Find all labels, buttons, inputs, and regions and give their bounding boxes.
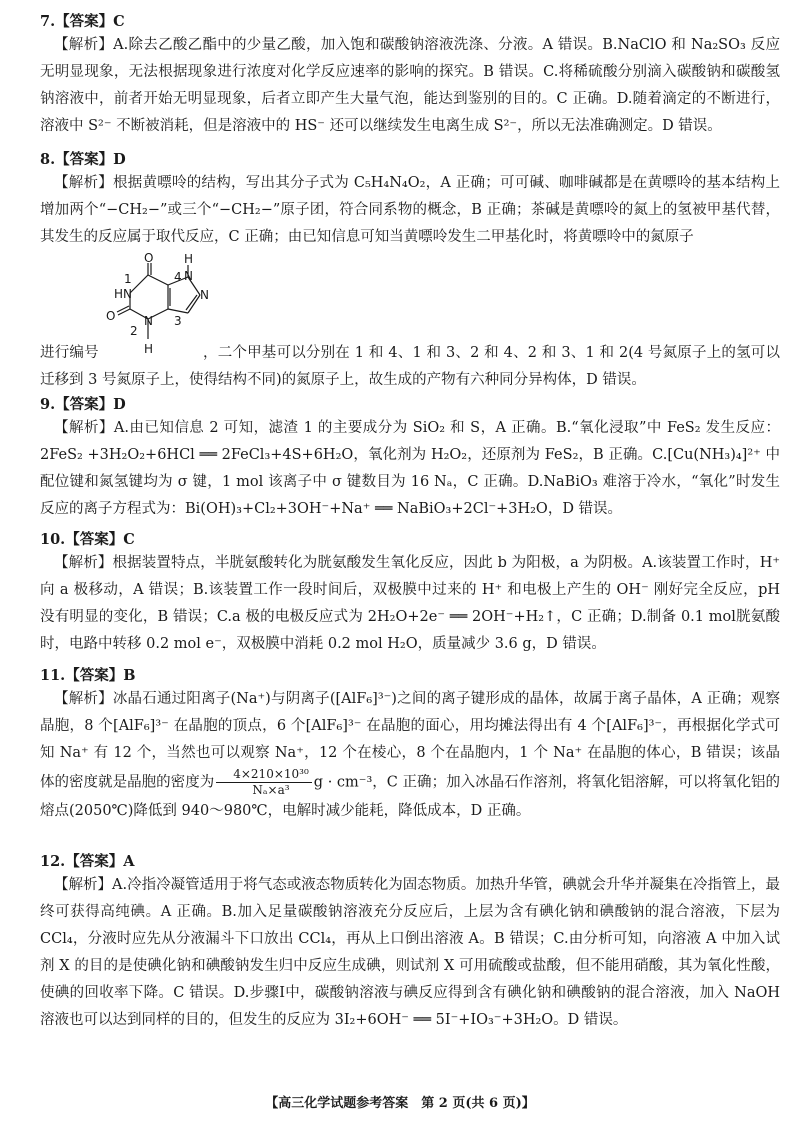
answer-11: 11.【答案】B [40,667,136,684]
label-h-top: H [184,253,194,266]
analysis-11 [40,686,780,825]
question-9 [40,395,780,523]
question-12 [40,852,780,1034]
label-n3: 3 [174,314,182,328]
analysis-9: 【解析】A.由已知信息 2 可知，滤渣 1 的主要成分为 SiO₂ 和 S，A 正确。B.“氧化浸取”中 FeS₂ 发生反应：2FeS₂ +3H₂O₂+6HCl ══ 2FeCl₃+4S+6H₂O，氧化剂为 H₂O₂，还原剂为 FeS₂，B 正确。C.[Cu(NH₃)₄]²⁺ 中配位键和氮氢键均为 σ 键，1 mol 该离子中 σ 键数目为 16 Nₐ，C 正确。D.NaBiO₃ 难溶于冷水，“氧化”时发生反应的离子方程式为：Bi(OH)₃+Cl₂+3OH⁻+Na⁺ ══ NaBiO₃+2Cl⁻+3H₂O，D 错误。 [40,420,780,517]
page-footer: 【高三化学试题参考答案 第 2 页(共 6 页)】 [265,1096,535,1111]
analysis-12: 【解析】A.冷指冷凝管适用于将气态或液态物质转化为固态物质。加热升华管，碘就会升华并凝集在冷指管上，最终可获得高纯碘。A 正确。B.加入足量碳酸钠溶液充分反应后，上层为含有碘化钠和碘酸钠的混合溶液，下层为 CCl₄，分液时应先从分液漏斗下口放出 CCl₄，再从上口倒出溶液 A。B 错误；C.由分析可知，向溶液 A 中加入试剂 X 的目的是使碘化钠和碘酸钠发生归中反应生成碘，则试剂 X 可用硫酸或盐酸，但不能用硝酸，其为氧化性酸，使碘的回收率下降。C 错误。D.步骤Ⅰ中，碳酸钠溶液与碘反应得到含有碘化钠和碘酸钠的混合溶液，加入 NaOH 溶液也可以达到同样的目的，但发生的反应为 3I₂+6OH⁻ ══ 5I⁻+IO₃⁻+3H₂O。D 错误。 [40,877,780,1028]
answer-8: 8.【答案】D [40,151,126,168]
answer-12: 12.【答案】A [40,853,135,870]
label-n-right: N [200,288,209,302]
analysis-10: 【解析】根据装置特点，半胱氨酸转化为胱氨酸发生氧化反应，因此 b 为阳极，a 为阴极。A.该装置工作时，H⁺ 向 a 极移动，A 错误；B.该装置工作一段时间后，双极膜中过来的 H⁺ 和电极上产生的 OH⁻ 刚好完全反应，pH 没有明显的变化，B 错误；C.a 极的电极反应式为 2H₂O+2e⁻ ══ 2OH⁻+H₂↑，C 正确；D.制备 0.1 mol胱氨酸时，电路中转移 0.2 mol e⁻，双极膜中消耗 0.2 mol H₂O，质量减少 3.6 g，D 错误。 [40,555,780,652]
answer-7: 7.【答案】C [40,13,125,30]
label-h-bottom: H [144,342,154,356]
label-n1: 1 [124,272,132,286]
label-n4: 4 [174,270,182,284]
label-o-left: O [106,309,116,323]
label-n-top: N [184,269,193,283]
analysis-11-text: 【解析】冰晶石通过阳离子(Na⁺)与阴离子([AlF₆]³⁻)之间的离子键形成的晶体，故属于离子晶体，A 正确；观察晶胞，8 个[AlF₆]³⁻ 在晶胞的顶点，6 个[AlF₆]³⁻ 在晶胞的面心，用均摊法得出有 4 个[AlF₆]³⁻，再根据化学式可知 Na⁺ 有 12 个，当然也可以观察 Na⁺，12 个在棱心，8 个在晶胞内，1 个 Na⁺ 在晶胞的体心，B 错误；该晶体的密度就是晶胞的密度为 [40,691,780,791]
analysis-7: 【解析】A.除去乙酸乙酯中的少量乙酸，加入饱和碳酸钠溶液洗涤、分液。A 错误。B.NaClO 和 Na₂SO₃ 反应无明显现象，无法根据现象进行浓度对化学反应速率的影响的探究。B 错误。C.将稀硫酸分别滴入碳酸钠和碳酸氢钠溶液中，前者开始无明显现象，后者立即产生大量气泡，能达到鉴别的目的。C 正确。D.随着滴定的不断进行，溶液中 S²⁻ 不断被消耗，但是溶液中的 HS⁻ 还可以继续发生电离生成 S²⁻，所以无法准确测定。D 错误。 [40,37,780,134]
question-7 [40,12,780,140]
question-8-cont [40,340,780,394]
label-o-top: O [144,253,154,265]
label-n2: 2 [130,324,138,338]
fraction-denominator: Nₐ×a³ [252,783,290,797]
label-n-bottom: N [144,314,153,328]
density-fraction [216,767,312,798]
answer-9: 9.【答案】D [40,396,126,413]
analysis-8-part2 [40,340,780,394]
question-11 [40,666,780,825]
fraction-numerator: 4×210×10³⁰ [216,767,312,783]
analysis-8-part1: 【解析】根据黄嘌呤的结构，写出其分子式为 C₅H₄N₄O₂，A 正确；可可碱、咖啡碱都是在黄嘌呤的基本结构上增加两个“−CH₂−”或三个“−CH₂−”原子团，符合同系物的概念，B 正确；茶碱是黄嘌呤的氮上的氢被甲基代替，其发生的反应属于取代反应，C 正确；由已知信息可知当黄嘌呤发生二甲基化时，将黄嘌呤中的氮原子 [40,175,780,245]
analysis-11-text-end: g · cm⁻³，C 正确；加入冰晶石作溶剂，将氧化铝溶解，可以将氧化铝的熔点(2050℃)降低到 940～980℃，电解时减少能耗，降低成本，D 正确。 [40,774,780,819]
answer-10: 10.【答案】C [40,531,135,548]
question-8 [40,150,780,251]
label-hn: HN [114,287,132,301]
analysis-8-numbering: 进行编号 [40,345,99,361]
analysis-8-conclusion: ，二个甲基可以分别在 1 和 4、1 和 3、2 和 4、2 和 3、1 和 2(4 号氮原子上的氢可以迁移到 3 号氮原子上，使得结构不同)的氮原子上，故生成的产物有六种同分异构体，D 错误。 [40,345,780,388]
question-10 [40,530,780,658]
